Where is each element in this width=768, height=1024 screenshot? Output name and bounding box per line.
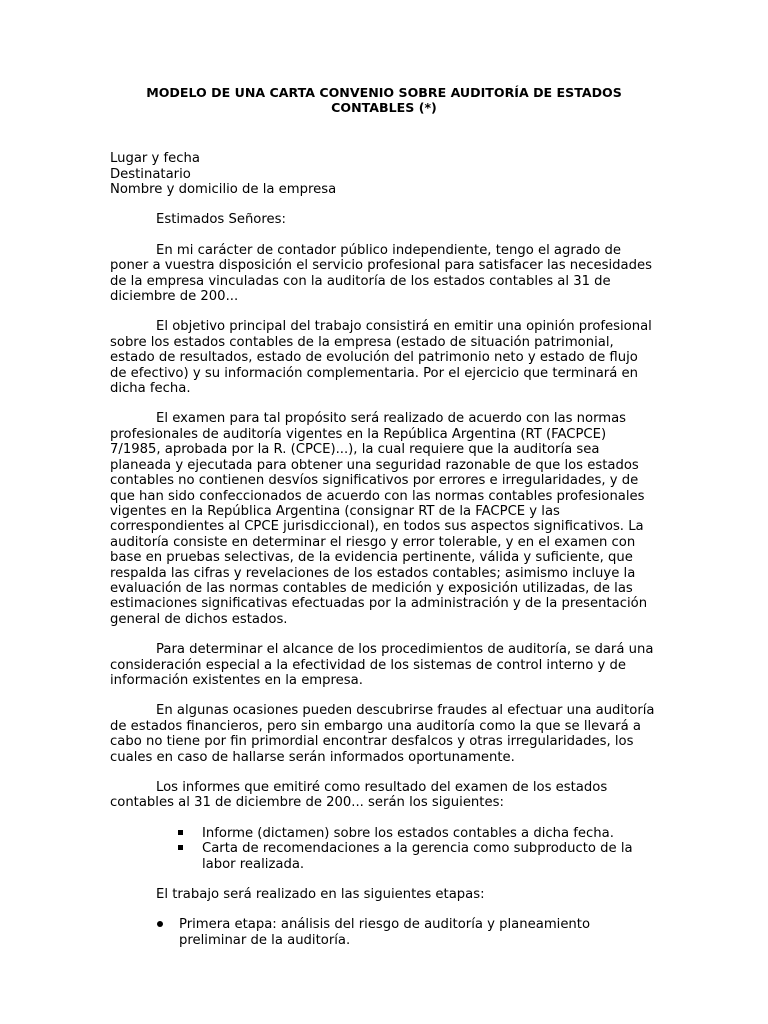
stage-item-text: Primera etapa: análisis del riesgo de auditoría y planeamiento preliminar de la auditoría. — [179, 917, 591, 948]
list-item — [202, 841, 658, 872]
paragraph-fraud: En algunas ocasiones pueden descubrirse fraudes al efectuar una auditoría de estados financieros, pero sin embargo una auditoría como la que se llevará a cabo no tiene por fin primordial encontrar desfalcos y otras irregularidades, los cuales en caso de hallarse serán informados oportunamente. — [110, 703, 655, 765]
document-title: MODELO DE UNA CARTA CONVENIO SOBRE AUDITORÍA DE ESTADOS CONTABLES (*) — [146, 85, 622, 115]
company-line: Nombre y domicilio de la empresa — [110, 182, 337, 197]
report-item-text: Informe (dictamen) sobre los estados contables a dicha fecha. — [202, 825, 614, 841]
round-bullet-icon — [157, 921, 163, 927]
square-bullet-icon — [178, 845, 183, 850]
paragraph-exam: El examen para tal propósito será realizado de acuerdo con las normas profesionales de auditoría vigentes en la República Argentina (RT (FACPCE) 7/1985, aprobada por la R. (CPCE)...), la cual requiere que la auditoría sea planeada y ejecutada para obtener una seguridad razonable de que los estados contables no contienen desvíos significativos por errores e irregularidades, y de que han sido confeccionados de acuerdo con las normas contables profesionales vigentes en la República Argentina (consignar RT de la FACPCE y las correspondientes al CPCE jurisdiccional), en todos sus aspectos significativos. La auditoría consiste en determinar el riesgo y error tolerable, y en el examen con base en pruebas selectivas, de la evidencia pertinente, válida y suficiente, que respalda las cifras y revelaciones de los estados contables; asimismo incluye la evaluación de las normas contables de medición y exposición utilizadas, de las estimaciones significativas efectuadas por la administración y de la presentación general de dichos estados. — [110, 411, 648, 627]
paragraph-intro: En mi carácter de contador público independiente, tengo el agrado de poner a vuestra disposición el servicio profesional para satisfacer las necesidades de la empresa vinculadas con la auditoría de los estados contables al 31 de diciembre de 200... — [110, 242, 652, 305]
square-bullet-icon — [178, 830, 183, 835]
paragraph-reports: Los informes que emitiré como resultado del examen de los estados contables al 31 de diciembre de 200... serán los siguientes: — [110, 780, 608, 811]
letter-header — [110, 151, 658, 197]
paragraph-stages-intro: El trabajo será realizado en las siguientes etapas: — [156, 887, 485, 903]
stages-list — [110, 917, 658, 948]
paragraph-scope: Para determinar el alcance de los procedimientos de auditoría, se dará una consideración especial a la efectividad de los sistemas de control interno y de información existentes en la empresa. — [110, 642, 654, 688]
salutation: Estimados Señores: — [156, 212, 286, 228]
reports-list — [110, 826, 658, 872]
paragraph-objective: El objetivo principal del trabajo consistirá en emitir una opinión profesional sobre los estados contables de la empresa (estado de situación patrimonial, estado de resultados, estado de evolución del patrimonio neto y estado de flujo de efectivo) y su información complementaria. Por el ejercicio que terminará en dicha fecha. — [110, 319, 652, 397]
recipient-line: Destinatario — [110, 166, 191, 182]
list-item — [202, 826, 658, 841]
list-item — [179, 917, 658, 948]
report-item-text: Carta de recomendaciones a la gerencia como subproducto de la labor realizada. — [202, 841, 633, 872]
place-date-line: Lugar y fecha — [110, 151, 200, 167]
